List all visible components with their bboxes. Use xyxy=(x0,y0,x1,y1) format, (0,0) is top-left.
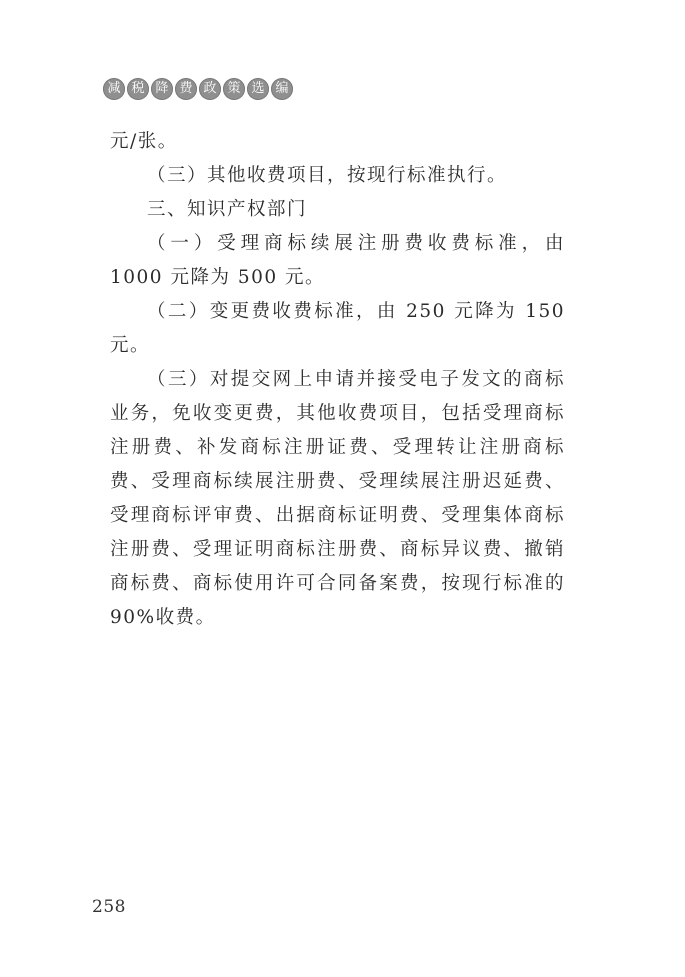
header-char-badge: 编 xyxy=(271,78,293,100)
paragraph-continued: 元/张。 xyxy=(110,131,178,152)
page-number: 258 xyxy=(92,897,126,917)
paragraph: （一）受理商标续展注册费收费标准，由 1000 元降为 500 元。 xyxy=(110,233,565,288)
book-series-header xyxy=(103,78,293,100)
header-char-badge: 策 xyxy=(223,78,245,100)
paragraph: （三）其他收费项目，按现行标准执行。 xyxy=(147,165,508,186)
header-char-badge: 减 xyxy=(103,78,125,100)
header-char-badge: 税 xyxy=(127,78,149,100)
header-char-badge: 选 xyxy=(247,78,269,100)
header-char-badge: 费 xyxy=(175,78,197,100)
paragraph: （三）对提交网上申请并接受电子发文的商标业务，免收变更费，其他收费项目，包括受理商标注册费、补发商标注册证费、受理转让注册商标费、受理商标续展注册费、受理续展注册迟延费、受理商标评审费、出据商标证明费、受理集体商标注册费、受理证明商标注册费、商标异议费、撤销商标费、商标使用许可合同备案费，按现行标准的 90%收费。 xyxy=(110,369,565,628)
header-char-badge: 降 xyxy=(151,78,173,100)
paragraph: （二）变更费收费标准，由 250 元降为 150 元。 xyxy=(110,301,565,356)
section-heading: 三、知识产权部门 xyxy=(147,199,308,220)
header-char-badge: 政 xyxy=(199,78,221,100)
page-body xyxy=(110,125,565,635)
